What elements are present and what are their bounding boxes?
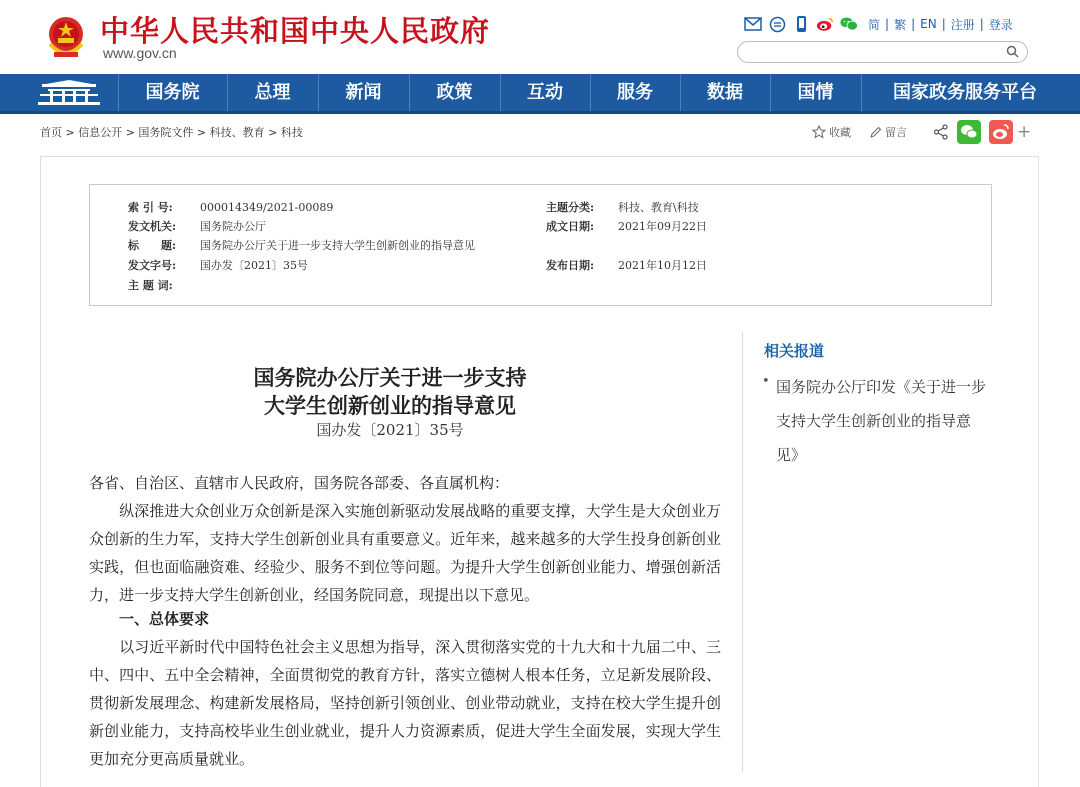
info-issuer-row (128, 218, 266, 234)
pencil-icon (869, 126, 882, 139)
nav-item-service-platform[interactable]: 国家政务服务平台 (893, 82, 1037, 103)
lang-traditional-link[interactable]: 繁 (894, 17, 907, 32)
comment-label: 留言 (885, 126, 907, 139)
share-icon (933, 124, 949, 140)
national-emblem-icon[interactable] (44, 14, 88, 60)
document-title-line-1: 国务院办公厅关于进一步支持 (253, 365, 527, 390)
search-icon[interactable] (1005, 44, 1021, 60)
wechat-icon[interactable] (840, 15, 858, 33)
breadcrumb[interactable]: 首页 > 信息公开 > 国务院文件 > 科技、教育 > 科技 (40, 126, 303, 139)
nav-item-news[interactable]: 新闻 (345, 82, 382, 103)
nav-item-premier[interactable]: 总理 (254, 82, 291, 103)
info-index-row (128, 199, 333, 215)
body-paragraph-1: 纵深推进大众创业万众创新是深入实施创新驱动发展战略的重要支撑，大学生是大众创业万众创新的生力军，支持大学生创新创业具有重要意义。近年来，越来越多的大学生投身创新创业实践，但也面临融资难、经验少、服务不到位等问题。为提升大学生创新创业能力、增强创新活力，进一步支持大学生创新创业，经国务院同意，现提出以下意见。 (89, 502, 721, 604)
weibo-share-icon (989, 120, 1013, 144)
sidebar-divider (742, 332, 743, 772)
favorite-button[interactable] (812, 124, 851, 140)
utility-bar (744, 14, 1013, 34)
lang-english-link[interactable]: EN (920, 17, 937, 31)
share-wechat-button[interactable] (957, 120, 981, 144)
chat-bubble-icon[interactable] (768, 15, 786, 33)
more-share-button[interactable]: + (1017, 122, 1032, 142)
info-doc-no-row (128, 257, 308, 273)
document-title-line-2: 大学生创新创业的指导意见 (264, 393, 516, 418)
salutation: 各省、自治区、直辖市人民政府，国务院各部委、各直属机构： (89, 474, 510, 492)
issuer-label: 发文机关: (128, 220, 177, 233)
keywords-label: 主 题 词: (128, 279, 173, 292)
document-info-box (89, 184, 992, 306)
topic-value: 科技、教育\科技 (618, 201, 699, 214)
nav-item-policy[interactable]: 政策 (436, 82, 473, 103)
topic-label: 主题分类: (546, 201, 595, 214)
nav-item-interaction[interactable]: 互动 (527, 82, 563, 103)
comment-button[interactable] (869, 124, 907, 140)
document-number: 国办发〔2021〕35号 (316, 421, 464, 439)
language-login-links: 简 | 繁 | EN | 注册 | 登录 (868, 17, 1013, 32)
title-label: 标 题: (128, 239, 177, 252)
date-written-label: 成文日期: (546, 220, 595, 233)
info-keywords-row (128, 277, 200, 293)
section-heading-1: 一、总体要求 (89, 610, 210, 628)
related-bullet-icon: • (762, 374, 770, 389)
site-header (0, 0, 1080, 74)
site-url[interactable]: www.gov.cn (103, 45, 177, 61)
home-gate-icon[interactable] (38, 80, 100, 106)
date-written-value: 2021年09月22日 (618, 220, 707, 233)
related-reports-heading: 相关报道 (764, 342, 825, 360)
search-input[interactable] (737, 41, 1028, 63)
info-title-row (128, 237, 475, 253)
favorite-label: 收藏 (829, 126, 851, 139)
mobile-icon[interactable] (792, 15, 810, 33)
share-toolbar (812, 120, 1031, 144)
title-value: 国务院办公厅关于进一步支持大学生创新创业的指导意见 (200, 239, 475, 252)
share-button[interactable] (933, 124, 949, 140)
doc-no-value: 国办发〔2021〕35号 (200, 259, 308, 272)
related-report-link[interactable]: 国务院办公厅印发《关于进一步支持大学生创新创业的指导意见》 (776, 378, 987, 464)
star-icon (812, 125, 826, 139)
main-nav (0, 74, 1080, 114)
info-topic-row (546, 199, 699, 215)
login-link[interactable]: 登录 (988, 17, 1013, 32)
lang-simplified-link[interactable]: 简 (868, 17, 881, 32)
index-label: 索 引 号: (128, 201, 173, 214)
wechat-share-icon (957, 120, 981, 144)
info-date-written-row (546, 218, 707, 234)
body-paragraph-2: 以习近平新时代中国特色社会主义思想为指导，深入贯彻落实党的十九大和十九届二中、三中、四中、五中全会精神，全面贯彻党的教育方针，落实立德树人根本任务，立足新发展阶段、贯彻新发展理念、构建新发展格局，坚持创新引领创业、创业带动就业，支持在校大学生提升创新创业能力，支持高校毕业生创业就业，提升人力资源素质，促进大学生全面发展，实现大学生更加充分更高质量就业。 (89, 638, 721, 768)
weibo-icon[interactable] (816, 15, 834, 33)
nav-item-national-info[interactable]: 国情 (797, 82, 834, 103)
site-title[interactable]: 中华人民共和国中央人民政府 (100, 14, 491, 48)
share-weibo-button[interactable] (989, 120, 1013, 144)
nav-item-services[interactable]: 服务 (617, 82, 653, 103)
nav-item-state-council[interactable]: 国务院 (145, 82, 200, 103)
publish-value: 2021年10月12日 (618, 259, 707, 272)
mail-icon[interactable] (744, 15, 762, 33)
publish-label: 发布日期: (546, 259, 595, 272)
register-link[interactable]: 注册 (950, 17, 975, 32)
doc-no-label: 发文字号: (128, 259, 177, 272)
nav-item-data[interactable]: 数据 (707, 82, 743, 103)
info-publish-row (546, 257, 707, 273)
issuer-value: 国务院办公厅 (200, 220, 266, 233)
index-value: 000014349/2021-00089 (200, 201, 334, 214)
